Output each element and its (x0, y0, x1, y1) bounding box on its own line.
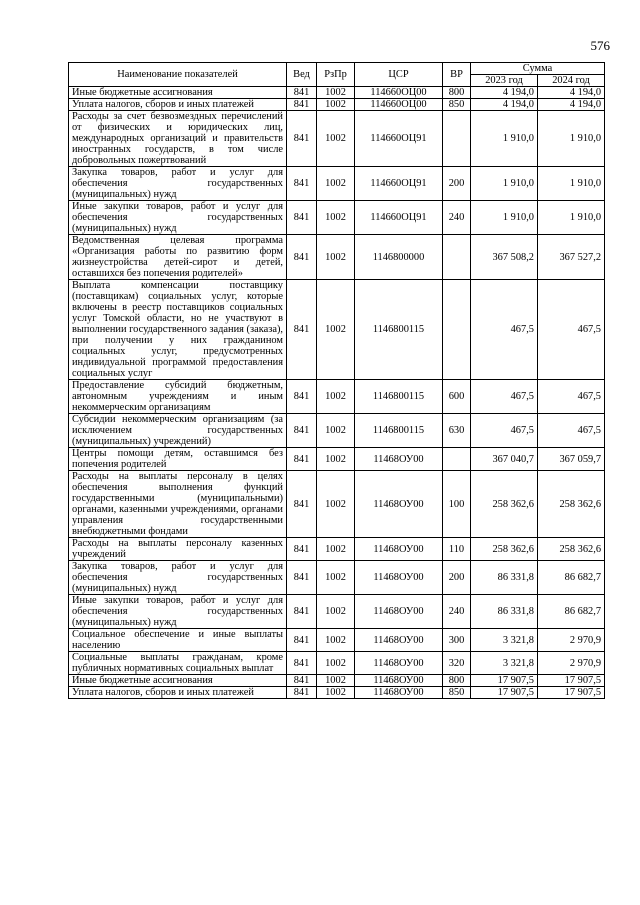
cell-vr: 850 (443, 687, 471, 699)
cell-csr: 11468ОУ00 (355, 538, 443, 561)
cell-v2024: 258 362,6 (538, 538, 605, 561)
table-row (69, 201, 605, 235)
cell-razpr: 1002 (317, 235, 355, 280)
cell-name: Предоставление субсидий бюджетным, автономным учреждениям и иным некоммерческим организациям (69, 380, 287, 414)
table-row (69, 629, 605, 652)
cell-name: Социальные выплаты гражданам, кроме публичных нормативных социальных выплат (69, 652, 287, 675)
cell-csr: 11468ОУ00 (355, 675, 443, 687)
cell-razpr: 1002 (317, 380, 355, 414)
header-razpr: РзПр (317, 63, 355, 87)
cell-v2023: 86 331,8 (471, 595, 538, 629)
cell-razpr: 1002 (317, 687, 355, 699)
cell-razpr: 1002 (317, 414, 355, 448)
cell-v2024: 367 527,2 (538, 235, 605, 280)
cell-name: Иные бюджетные ассигнования (69, 87, 287, 99)
cell-name: Иные закупки товаров, работ и услуг для обеспечения государственных (муниципальных) нужд (69, 595, 287, 629)
cell-ved: 841 (287, 87, 317, 99)
cell-vr: 240 (443, 595, 471, 629)
cell-name: Ведомственная целевая программа «Организация работы по развитию форм жизнеустройства детей-сирот и детей, оставшихся без попечения родителей» (69, 235, 287, 280)
table-row (69, 380, 605, 414)
cell-v2024: 86 682,7 (538, 561, 605, 595)
table-row (69, 652, 605, 675)
cell-razpr: 1002 (317, 561, 355, 595)
cell-razpr: 1002 (317, 111, 355, 167)
cell-razpr: 1002 (317, 652, 355, 675)
cell-v2023: 367 040,7 (471, 448, 538, 471)
cell-v2023: 4 194,0 (471, 99, 538, 111)
cell-vr: 100 (443, 471, 471, 538)
cell-v2023: 17 907,5 (471, 675, 538, 687)
cell-v2024: 467,5 (538, 414, 605, 448)
cell-name: Расходы за счет безвозмездных перечислений от физических и юридических лиц, международных организаций и правительств иностранных государств, в том числе добровольных пожертвований (69, 111, 287, 167)
header-ved: Вед (287, 63, 317, 87)
cell-csr: 114660ОЦ91 (355, 111, 443, 167)
cell-ved: 841 (287, 414, 317, 448)
table-row (69, 280, 605, 380)
cell-vr: 300 (443, 629, 471, 652)
table-row (69, 538, 605, 561)
table-row (69, 167, 605, 201)
cell-vr: 110 (443, 538, 471, 561)
cell-razpr: 1002 (317, 280, 355, 380)
page-number: 576 (590, 38, 610, 53)
cell-ved: 841 (287, 471, 317, 538)
cell-csr: 11468ОУ00 (355, 687, 443, 699)
cell-name: Иные закупки товаров, работ и услуг для обеспечения государственных (муниципальных) нужд (69, 201, 287, 235)
cell-v2023: 3 321,8 (471, 629, 538, 652)
cell-razpr: 1002 (317, 167, 355, 201)
cell-v2024: 258 362,6 (538, 471, 605, 538)
cell-vr: 200 (443, 561, 471, 595)
cell-ved: 841 (287, 687, 317, 699)
cell-csr: 1146800115 (355, 380, 443, 414)
cell-vr (443, 280, 471, 380)
cell-ved: 841 (287, 675, 317, 687)
cell-v2024: 2 970,9 (538, 652, 605, 675)
cell-ved: 841 (287, 629, 317, 652)
cell-v2024: 467,5 (538, 280, 605, 380)
cell-v2024: 86 682,7 (538, 595, 605, 629)
cell-v2023: 258 362,6 (471, 538, 538, 561)
cell-ved: 841 (287, 448, 317, 471)
cell-name: Закупка товаров, работ и услуг для обеспечения государственных (муниципальных) нужд (69, 167, 287, 201)
cell-v2023: 467,5 (471, 380, 538, 414)
cell-name: Субсидии некоммерческим организациям (за исключением государственных (муниципальных) учреждений) (69, 414, 287, 448)
cell-v2024: 4 194,0 (538, 99, 605, 111)
cell-name: Закупка товаров, работ и услуг для обеспечения государственных (муниципальных) нужд (69, 561, 287, 595)
cell-name: Расходы на выплаты персоналу казенных учреждений (69, 538, 287, 561)
cell-csr: 11468ОУ00 (355, 561, 443, 595)
cell-razpr: 1002 (317, 87, 355, 99)
cell-csr: 114660ОЦ00 (355, 99, 443, 111)
table-row (69, 111, 605, 167)
cell-vr (443, 235, 471, 280)
budget-table (68, 62, 605, 699)
cell-csr: 11468ОУ00 (355, 629, 443, 652)
cell-csr: 1146800000 (355, 235, 443, 280)
cell-v2024: 17 907,5 (538, 675, 605, 687)
table-row (69, 99, 605, 111)
cell-v2024: 17 907,5 (538, 687, 605, 699)
cell-csr: 11468ОУ00 (355, 652, 443, 675)
table-row (69, 448, 605, 471)
table-row (69, 414, 605, 448)
header-vr: ВР (443, 63, 471, 87)
cell-ved: 841 (287, 652, 317, 675)
header-sum: Сумма (471, 63, 605, 75)
cell-razpr: 1002 (317, 201, 355, 235)
cell-vr: 200 (443, 167, 471, 201)
cell-v2023: 17 907,5 (471, 687, 538, 699)
cell-v2023: 467,5 (471, 414, 538, 448)
cell-name: Расходы на выплаты персоналу в целях обеспечения выполнения функций государственными (муниципальными) органами, казенными учреждениями, органами управления государственными внебюджетными фондами (69, 471, 287, 538)
cell-v2023: 367 508,2 (471, 235, 538, 280)
cell-ved: 841 (287, 595, 317, 629)
cell-vr: 800 (443, 675, 471, 687)
cell-csr: 114660ОЦ00 (355, 87, 443, 99)
cell-ved: 841 (287, 201, 317, 235)
cell-ved: 841 (287, 99, 317, 111)
cell-v2024: 1 910,0 (538, 201, 605, 235)
table-row (69, 687, 605, 699)
cell-ved: 841 (287, 167, 317, 201)
cell-razpr: 1002 (317, 629, 355, 652)
cell-vr (443, 448, 471, 471)
cell-ved: 841 (287, 561, 317, 595)
cell-razpr: 1002 (317, 538, 355, 561)
cell-razpr: 1002 (317, 448, 355, 471)
cell-v2023: 1 910,0 (471, 201, 538, 235)
cell-ved: 841 (287, 538, 317, 561)
cell-vr: 240 (443, 201, 471, 235)
cell-v2023: 467,5 (471, 280, 538, 380)
cell-v2023: 1 910,0 (471, 111, 538, 167)
header-name: Наименование показателей (69, 63, 287, 87)
table-row (69, 595, 605, 629)
cell-v2024: 2 970,9 (538, 629, 605, 652)
cell-name: Центры помощи детям, оставшимся без попечения родителей (69, 448, 287, 471)
cell-csr: 11468ОУ00 (355, 471, 443, 538)
cell-v2024: 4 194,0 (538, 87, 605, 99)
cell-csr: 114660ОЦ91 (355, 167, 443, 201)
cell-name: Уплата налогов, сборов и иных платежей (69, 99, 287, 111)
cell-ved: 841 (287, 235, 317, 280)
cell-ved: 841 (287, 111, 317, 167)
cell-v2023: 3 321,8 (471, 652, 538, 675)
cell-csr: 11468ОУ00 (355, 448, 443, 471)
cell-v2023: 1 910,0 (471, 167, 538, 201)
cell-csr: 114660ОЦ91 (355, 201, 443, 235)
header-csr: ЦСР (355, 63, 443, 87)
cell-vr: 850 (443, 99, 471, 111)
cell-vr: 600 (443, 380, 471, 414)
cell-name: Выплата компенсации поставщику (поставщикам) социальных услуг, которые включены в реестр поставщиков социальных услуг Томской области, но не участвуют в выполнении государственного задания (заказа), при получении у них гражданином социальных услуг, предусмотренных индивидуальной программой предоставления социальных услуг (69, 280, 287, 380)
cell-razpr: 1002 (317, 471, 355, 538)
cell-vr: 800 (443, 87, 471, 99)
table-row (69, 675, 605, 687)
table-row (69, 561, 605, 595)
cell-razpr: 1002 (317, 675, 355, 687)
header-year-2023: 2023 год (471, 75, 538, 87)
cell-name: Уплата налогов, сборов и иных платежей (69, 687, 287, 699)
cell-v2023: 258 362,6 (471, 471, 538, 538)
cell-v2024: 1 910,0 (538, 167, 605, 201)
cell-vr (443, 111, 471, 167)
table-row (69, 235, 605, 280)
cell-csr: 1146800115 (355, 414, 443, 448)
cell-v2023: 4 194,0 (471, 87, 538, 99)
table-row (69, 471, 605, 538)
cell-v2024: 1 910,0 (538, 111, 605, 167)
cell-ved: 841 (287, 280, 317, 380)
cell-vr: 320 (443, 652, 471, 675)
cell-name: Иные бюджетные ассигнования (69, 675, 287, 687)
cell-ved: 841 (287, 380, 317, 414)
cell-razpr: 1002 (317, 595, 355, 629)
cell-csr: 1146800115 (355, 280, 443, 380)
cell-vr: 630 (443, 414, 471, 448)
header-year-2024: 2024 год (538, 75, 605, 87)
cell-v2024: 467,5 (538, 380, 605, 414)
table-row (69, 87, 605, 99)
cell-v2024: 367 059,7 (538, 448, 605, 471)
cell-csr: 11468ОУ00 (355, 595, 443, 629)
cell-razpr: 1002 (317, 99, 355, 111)
cell-name: Социальное обеспечение и иные выплаты населению (69, 629, 287, 652)
cell-v2023: 86 331,8 (471, 561, 538, 595)
